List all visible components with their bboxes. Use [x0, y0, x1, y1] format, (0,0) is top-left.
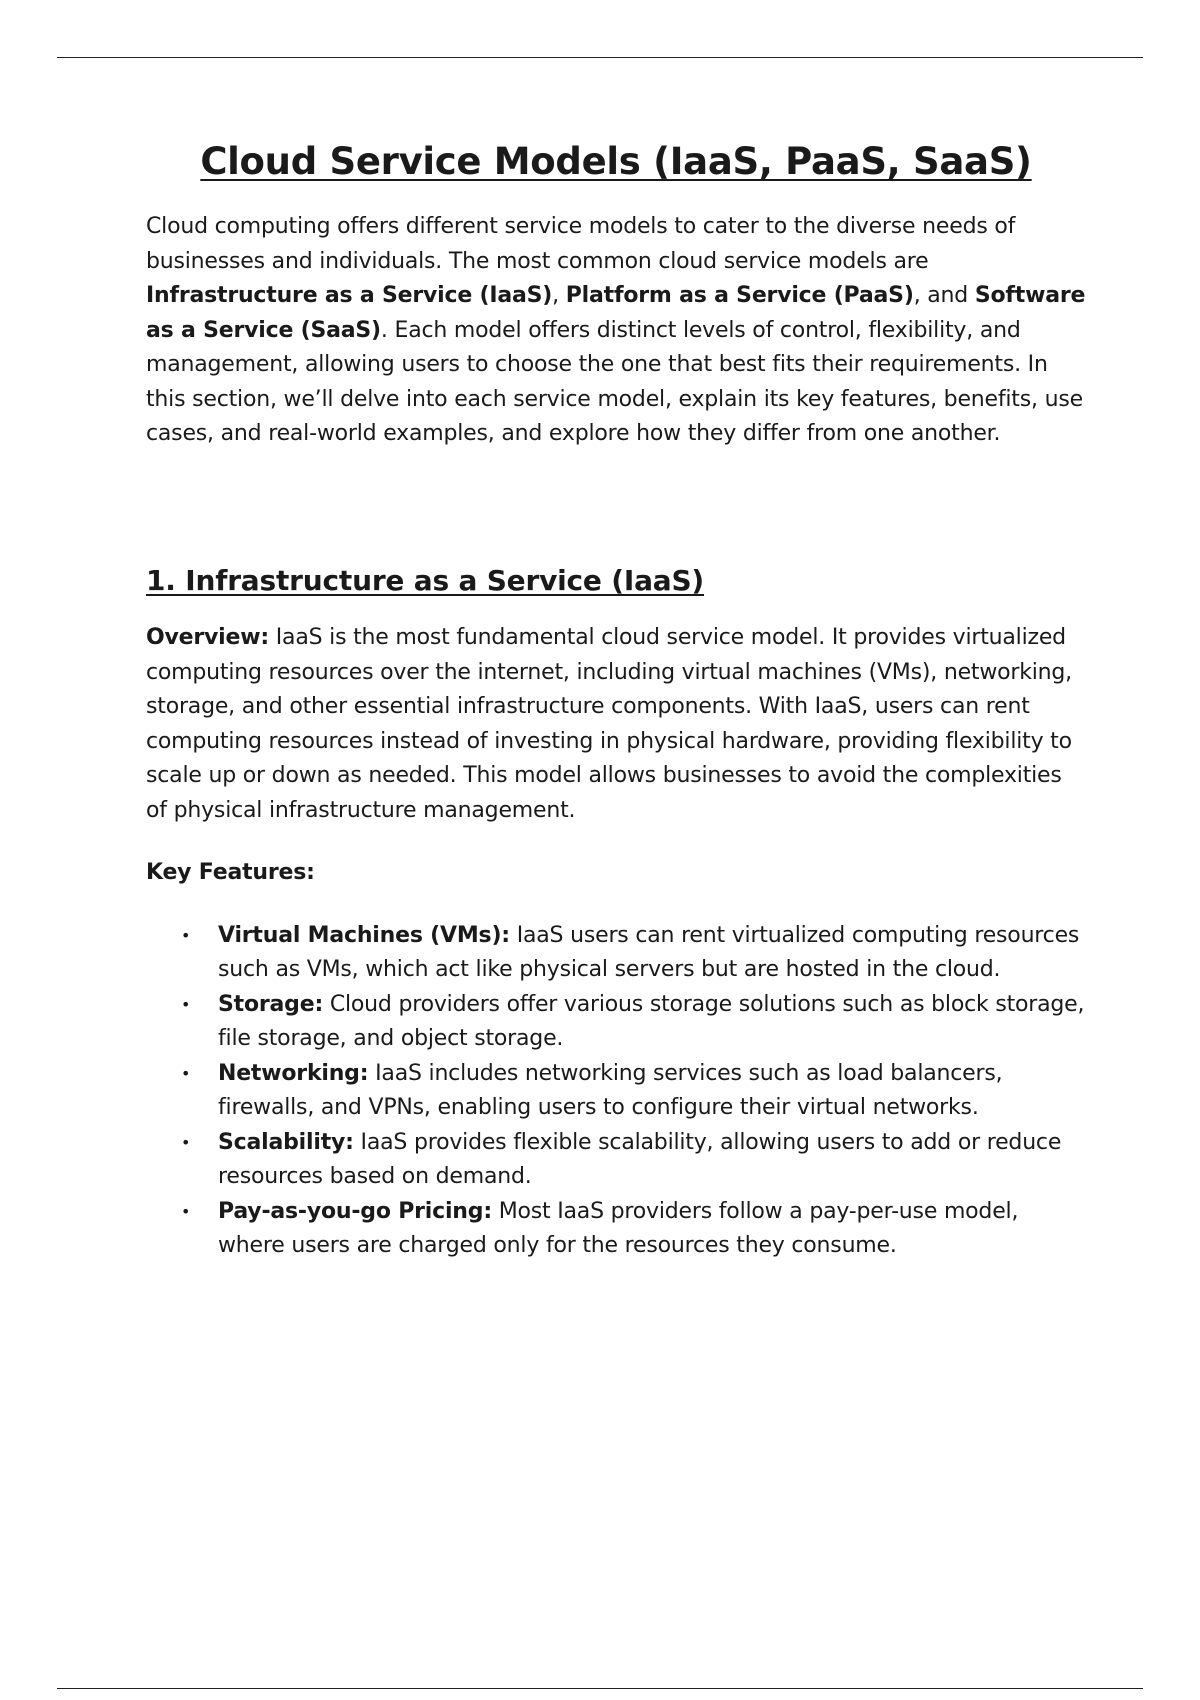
intro-paragraph — [146, 210, 1086, 452]
document-title: Cloud Service Models (IaaS, PaaS, SaaS) — [200, 140, 1032, 183]
intro-text-end: . Each model offers distinct levels of control, flexibility, and management, allowing users to choose the one that best fits their requirements. In this section, we’ll delve into each service model, explain its key features, benefits, use cases, and real-world examples, and explore how they differ from one another. — [146, 317, 1083, 447]
list-item — [146, 1057, 1086, 1126]
intro-saas-term: Software as a Service (SaaS) — [146, 283, 1086, 343]
bullet-icon: • — [181, 1063, 191, 1083]
feature-text: Cloud providers offer various storage solutions such as block storage, file storage, and object storage. — [218, 991, 1085, 1052]
feature-text: IaaS includes networking services such as load balancers, firewalls, and VPNs, enabling users to configure their virtual networks. — [218, 1060, 1003, 1121]
overview-label: Overview: — [146, 625, 269, 651]
section-heading-iaas: 1. Infrastructure as a Service (IaaS) — [146, 563, 705, 597]
intro-iaas-term: Infrastructure as a Service (IaaS) — [146, 283, 553, 309]
list-item — [146, 919, 1086, 988]
feature-label: Virtual Machines (VMs): — [218, 922, 510, 948]
key-features-heading — [146, 856, 1086, 891]
bullet-icon: • — [181, 1132, 191, 1152]
feature-label: Scalability: — [218, 1129, 354, 1155]
intro-separator-1: , — [552, 283, 566, 309]
footer-rule — [57, 1688, 1143, 1689]
list-item — [146, 988, 1086, 1057]
bullet-icon: • — [181, 1201, 191, 1221]
feature-text: Most IaaS providers follow a pay-per-use model, where users are charged only for the resources they consume. — [218, 1198, 1019, 1259]
feature-label: Networking: — [218, 1060, 369, 1086]
intro-text-start: Cloud computing offers different service models to cater to the diverse needs of businesses and individuals. The most common cloud service models are — [146, 214, 1016, 274]
intro-paas-term: Platform as a Service (PaaS) — [565, 283, 914, 309]
feature-text: IaaS users can rent virtualized computing resources such as VMs, which act like physical servers but are hosted in the cloud. — [218, 922, 1080, 983]
feature-label: Storage: — [218, 991, 324, 1017]
feature-label: Pay-as-you-go Pricing: — [218, 1198, 492, 1224]
bullet-icon: • — [181, 994, 191, 1014]
intro-separator-2: , and — [913, 283, 975, 309]
key-features-label: Key Features: — [146, 860, 315, 886]
key-features-list — [146, 919, 1086, 1264]
header-rule — [57, 57, 1143, 58]
overview-text: IaaS is the most fundamental cloud service model. It provides virtualized computing resources over the internet, including virtual machines (VMs), networking, storage, and other essential infrastructure components. With IaaS, users can rent computing resources instead of investing in physical hardware, providing flexibility to scale up or down as needed. This model allows businesses to avoid the complexities of physical infrastructure management. — [146, 625, 1072, 823]
document-body — [146, 140, 1086, 1264]
overview-paragraph — [146, 621, 1086, 828]
feature-text: IaaS provides flexible scalability, allowing users to add or reduce resources based on demand. — [218, 1129, 1062, 1190]
list-item — [146, 1195, 1086, 1264]
bullet-icon: • — [181, 925, 191, 945]
list-item — [146, 1126, 1086, 1195]
